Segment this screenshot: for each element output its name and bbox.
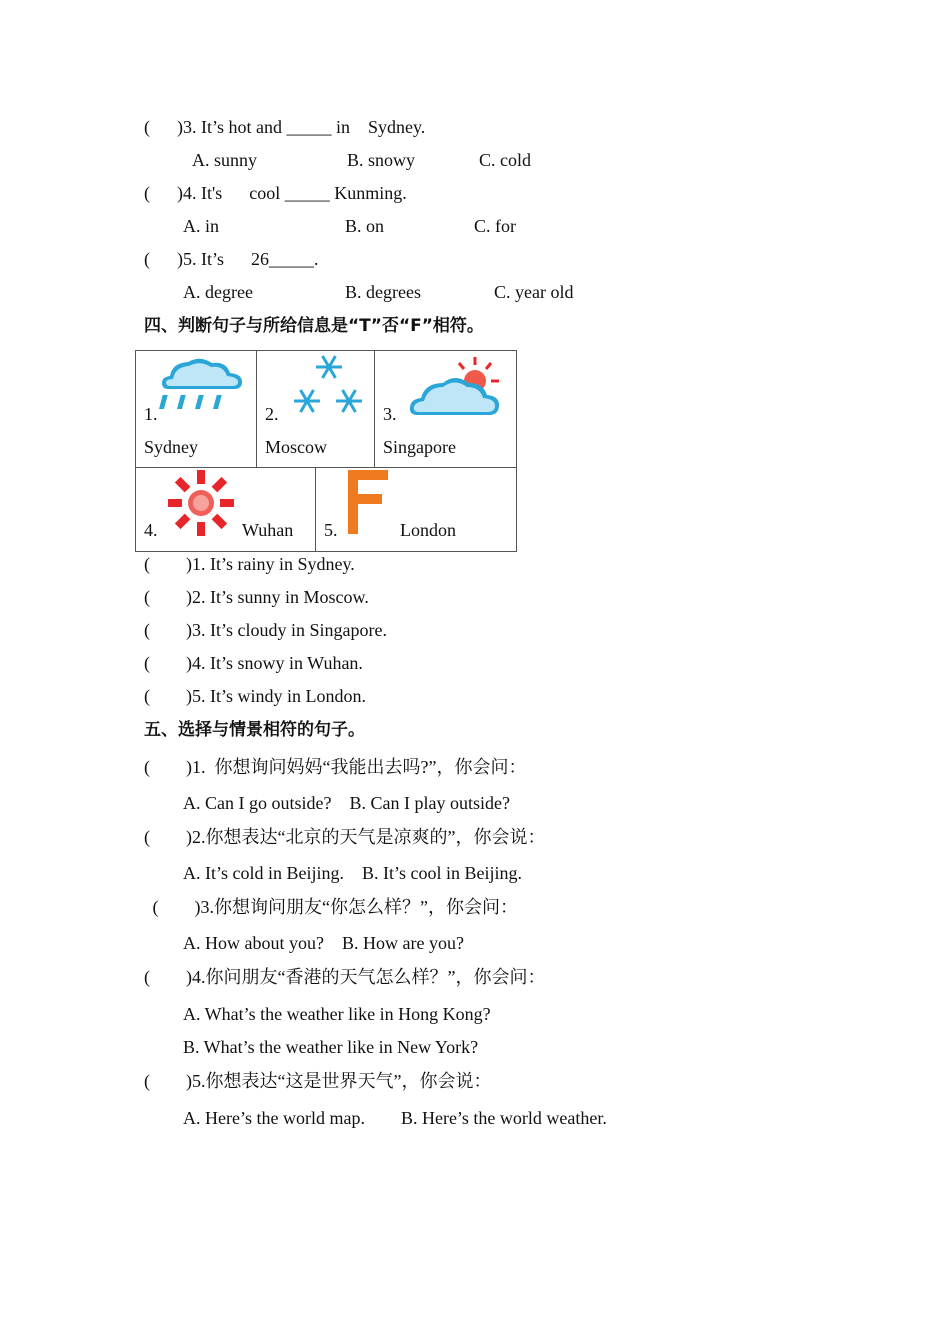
snowflakes-icon bbox=[289, 351, 369, 419]
weather-table-row-1 bbox=[135, 350, 517, 468]
scenario-1-options: A. Can I go outside? B. Can I play outside? bbox=[183, 793, 510, 813]
statement-1: ( )1. It’s rainy in Sydney. bbox=[144, 554, 355, 574]
statement-2: ( )2. It’s sunny in Moscow. bbox=[144, 587, 369, 607]
cell-number: 3. bbox=[383, 404, 397, 424]
rain-cloud-icon bbox=[156, 353, 246, 415]
question-5: ( )5. It’s 26_____. bbox=[144, 249, 319, 269]
option-b: B. snowy bbox=[347, 150, 416, 170]
cell-number: 5. bbox=[324, 520, 338, 540]
cell-number: 2. bbox=[265, 404, 279, 424]
scenario-1: ( )1. 你想询问妈妈“我能出去吗?”，你会问： bbox=[144, 757, 527, 777]
option-a: A. sunny bbox=[192, 150, 258, 170]
option-b: B. degrees bbox=[345, 282, 421, 302]
cell-number: 4. bbox=[144, 520, 158, 540]
wind-flag-icon bbox=[348, 470, 390, 536]
cell-number: 1. bbox=[144, 404, 158, 424]
weather-cell-wuhan bbox=[136, 468, 316, 551]
scenario-5: ( )5.你想表达“这是世界天气”，你会说： bbox=[144, 1071, 492, 1091]
scenario-5-options: A. Here’s the world map. B. Here’s the world weather. bbox=[183, 1108, 607, 1128]
option-a: A. in bbox=[183, 216, 219, 236]
section-5-title: 五、选择与情景相符的句子。 bbox=[144, 720, 365, 740]
scenario-2: ( )2.你想表达“北京的天气是凉爽的”，你会说： bbox=[144, 827, 546, 847]
city-name: Sydney bbox=[144, 437, 198, 457]
city-name: Moscow bbox=[265, 437, 327, 457]
city-name: Singapore bbox=[383, 437, 456, 457]
question-4: ( )4. It's cool _____ Kunming. bbox=[144, 183, 407, 203]
weather-cell-london bbox=[316, 468, 516, 551]
scenario-2-options: A. It’s cold in Beijing. B. It’s cool in Beijing. bbox=[183, 863, 522, 883]
question-3: ( )3. It’s hot and _____ in Sydney. bbox=[144, 117, 426, 137]
option-c: C. cold bbox=[479, 150, 531, 170]
scenario-4: ( )4.你问朋友“香港的天气怎么样？”，你会问： bbox=[144, 967, 546, 987]
option-b: B. on bbox=[345, 216, 385, 236]
scenario-3: ( )3.你想询问朋友“你怎么样？”，你会问： bbox=[148, 897, 518, 917]
statement-5: ( )5. It’s windy in London. bbox=[144, 686, 366, 706]
scenario-4-option-a: A. What’s the weather like in Hong Kong? bbox=[183, 1004, 491, 1024]
option-c: C. for bbox=[474, 216, 516, 236]
option-c: C. year old bbox=[494, 282, 574, 302]
section-4-title: 四、判断句子与所给信息是“T”否“F”相符。 bbox=[144, 316, 484, 336]
scenario-3-options: A. How about you? B. How are you? bbox=[183, 933, 464, 953]
city-name: Wuhan bbox=[242, 520, 294, 540]
weather-cell-singapore bbox=[375, 351, 516, 467]
scenario-4-option-b: B. What’s the weather like in New York? bbox=[183, 1037, 479, 1057]
city-name: London bbox=[400, 520, 456, 540]
statement-4: ( )4. It’s snowy in Wuhan. bbox=[144, 653, 363, 673]
sun-icon bbox=[168, 470, 234, 536]
weather-table-row-2 bbox=[135, 467, 517, 552]
weather-cell-sydney bbox=[136, 351, 257, 467]
sun-cloud-icon bbox=[409, 351, 509, 419]
option-a: A. degree bbox=[183, 282, 253, 302]
weather-cell-moscow bbox=[257, 351, 375, 467]
statement-3: ( )3. It’s cloudy in Singapore. bbox=[144, 620, 387, 640]
